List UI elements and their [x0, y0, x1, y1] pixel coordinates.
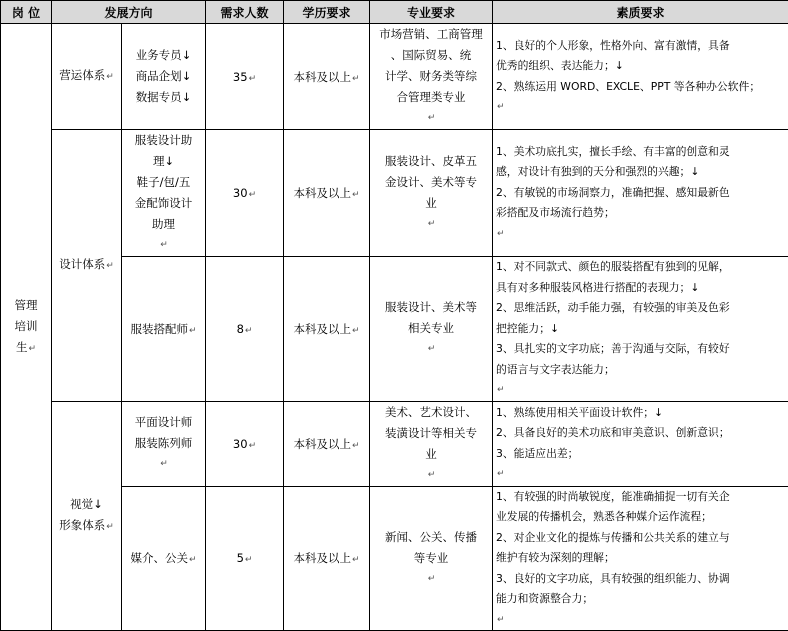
- header-row: [1, 1, 788, 24]
- direction-line: 助理 ↵: [125, 214, 202, 256]
- header-education: 学历要求: [284, 1, 370, 24]
- major-line: 新闻、公关、传播: [373, 527, 489, 548]
- table-row: [1, 401, 788, 486]
- direction-cell: [122, 130, 206, 257]
- major-cell: [370, 24, 493, 130]
- quals-line: 2、有敏锐的市场洞察力，准确把握、感知最新色: [496, 183, 785, 204]
- education-cell: 本科及以上↵: [284, 486, 370, 631]
- quals-line: 3、良好的文字功底，具有较强的组织能力、协调: [496, 569, 785, 590]
- header-count: 需求人数: [206, 1, 284, 24]
- quals-line: 2、熟练运用 WORD、EXCLE、PPT 等各种办公软件； ↵: [496, 77, 785, 118]
- quals-line: 彩搭配及市场流行趋势； ↵: [496, 203, 785, 244]
- quals-line: 1、良好的个人形象，性格外向、富有激情，具备: [496, 36, 785, 57]
- category-name: 设计体系: [59, 257, 105, 271]
- quals-cell: [493, 486, 788, 631]
- direction-line: 媒介、公关: [130, 551, 188, 565]
- major-line: 金设计、美术等专: [373, 172, 489, 193]
- category-cell: 设计体系↵: [52, 130, 122, 402]
- quals-line: 的语言与文字表达能力； ↵: [496, 360, 785, 401]
- direction-line: 理↓: [125, 151, 202, 172]
- category-name: 营运体系: [59, 68, 105, 82]
- quals-line: 1、美术功底扎实，擅长手绘、有丰富的创意和灵: [496, 142, 785, 163]
- count-cell: 30↵: [206, 401, 284, 486]
- quals-line: 3、具扎实的文字功底；善于沟通与交际，有较好: [496, 339, 785, 360]
- quals-line: 1、有较强的时尚敏锐度，能准确捕捉一切有关企: [496, 487, 785, 508]
- position-line: 管理: [4, 295, 48, 316]
- table-row: [1, 24, 788, 130]
- count-cell: 8↵: [206, 257, 284, 402]
- category-name: 视觉↓: [55, 494, 118, 515]
- quals-line: 具有对多种服装风格进行搭配的表现力；↓: [496, 278, 785, 299]
- count-cell: 30↵: [206, 130, 284, 257]
- quals-line: 3、能适应出差； ↵: [496, 444, 785, 485]
- major-line: 市场营销、工商管理: [373, 24, 489, 45]
- quals-line: 把控能力；↓: [496, 319, 785, 340]
- education-cell: 本科及以上↵: [284, 130, 370, 257]
- direction-line: 服装设计助: [125, 130, 202, 151]
- position-cell: [1, 24, 52, 631]
- direction-line: 服装陈列师 ↵: [125, 433, 202, 475]
- major-line: 、国际贸易、统: [373, 45, 489, 66]
- position-line: 生↵: [4, 337, 48, 360]
- direction-cell: 媒介、公关↵: [122, 486, 206, 631]
- quals-line: 感，对设计有独到的天分和强烈的兴趣；↓: [496, 162, 785, 183]
- major-cell: [370, 486, 493, 631]
- major-line: 装潢设计等相关专: [373, 423, 489, 444]
- major-line: 美术、艺术设计、: [373, 402, 489, 423]
- major-line: 等专业 ↵: [373, 548, 489, 590]
- major-line: 计学、财务类等综: [373, 66, 489, 87]
- education-cell: 本科及以上↵: [284, 24, 370, 130]
- quals-line: 1、熟练使用相关平面设计软件；↓: [496, 403, 785, 424]
- direction-line: 数据专员↓: [125, 87, 202, 108]
- direction-line: 商品企划↓: [125, 66, 202, 87]
- quals-line: 2、具备良好的美术功底和审美意识、创新意识；: [496, 423, 785, 444]
- category-cell: 营运体系↵: [52, 24, 122, 130]
- header-major: 专业要求: [370, 1, 493, 24]
- direction-cell: 服装搭配师↵: [122, 257, 206, 402]
- count-cell: 35↵: [206, 24, 284, 130]
- table-row: [1, 130, 788, 257]
- quals-line: 能力和资源整合力； ↵: [496, 589, 785, 630]
- quals-line: 优秀的组织、表达能力；↓: [496, 56, 785, 77]
- major-line: 相关专业 ↵: [373, 318, 489, 360]
- category-cell: [52, 401, 122, 631]
- education-cell: 本科及以上↵: [284, 257, 370, 402]
- quals-line: 维护有较为深刻的理解；: [496, 548, 785, 569]
- major-cell: [370, 401, 493, 486]
- count-cell: 5↵: [206, 486, 284, 631]
- header-position: 岗 位: [1, 1, 52, 24]
- header-direction: 发展方向: [52, 1, 206, 24]
- major-line: 业 ↵: [373, 444, 489, 486]
- quals-cell: [493, 257, 788, 402]
- quals-cell: [493, 130, 788, 257]
- header-quals: 素质要求: [493, 1, 788, 24]
- position-line: 培训: [4, 316, 48, 337]
- major-line: 服装设计、美术等: [373, 297, 489, 318]
- direction-cell: [122, 401, 206, 486]
- major-line: 服装设计、皮革五: [373, 151, 489, 172]
- direction-cell: [122, 24, 206, 130]
- quals-cell: [493, 401, 788, 486]
- major-line: 业 ↵: [373, 193, 489, 235]
- major-cell: [370, 257, 493, 402]
- category-name: 形象体系↵: [55, 515, 118, 538]
- direction-line: 金配饰设计: [125, 193, 202, 214]
- major-line: 合管理类专业 ↵: [373, 87, 489, 129]
- direction-line: 鞋子/包/五: [125, 172, 202, 193]
- direction-line: 服装搭配师: [130, 322, 188, 336]
- quals-line: 1、对不同款式、颜色的服装搭配有独到的见解，: [496, 257, 785, 278]
- quals-line: 2、对企业文化的提炼与传播和公共关系的建立与: [496, 528, 785, 549]
- major-cell: [370, 130, 493, 257]
- quals-line: 2、思维活跃，动手能力强，有较强的审美及色彩: [496, 298, 785, 319]
- education-cell: 本科及以上↵: [284, 401, 370, 486]
- quals-cell: [493, 24, 788, 130]
- quals-line: 业发展的传播机会，熟悉各种媒介运作流程；: [496, 507, 785, 528]
- direction-line: 平面设计师: [125, 412, 202, 433]
- direction-line: 业务专员↓: [125, 45, 202, 66]
